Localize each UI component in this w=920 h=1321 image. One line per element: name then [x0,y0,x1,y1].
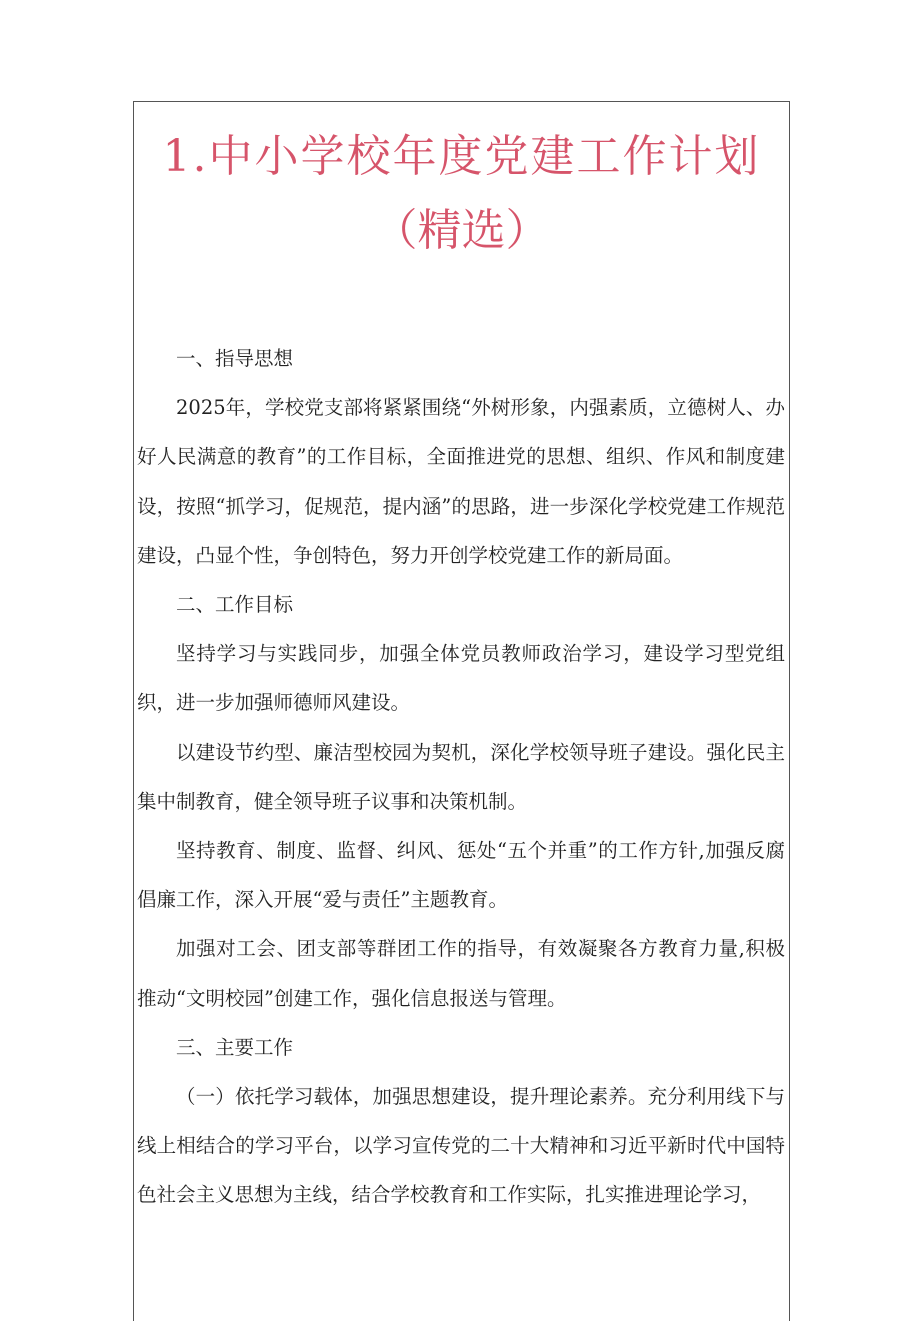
document-body [134,334,789,1220]
paragraph-goal-4: 加强对工会、团支部等群团工作的指导，有效凝聚各方教育力量,积极推动“文明校园”创建工作，强化信息报送与管理。 [137,937,785,1010]
section-heading-work-goals: 二、工作目标 [176,593,294,617]
paragraph-goal-2: 以建设节约型、廉洁型校园为契机，深化学校领导班子建设。强化民主集中制教育，健全领导班子议事和决策机制。 [137,740,785,813]
paragraph-goal-3: 坚持教育、制度、监督、纠风、惩处“五个并重”的工作方针,加强反腐倡廉工作，深入开展“爱与责任”主题教育。 [137,839,785,912]
paragraph-guiding-ideology: 2025年，学校党支部将紧紧围绕“外树形象，内强素质，立德树人、办好人民满意的教育”的工作目标，全面推进党的思想、组织、作风和制度建设，按照“抓学习，促规范，提内涵”的思路，进一步深化学校党建工作规范建设，凸显个性，争创特色，努力开创学校党建工作的新局面。 [137,396,785,567]
paragraph-main-work-1: （一）依托学习载体，加强思想建设，提升理论素养。充分利用线下与线上相结合的学习平台，以学习宣传党的二十大精神和习近平新时代中国特色社会主义思想为主线，结合学校教育和工作实际，扎实推进理论学习， [137,1085,785,1207]
section-heading-guiding-ideology: 一、指导思想 [176,347,294,370]
document-title-line-1: 1.中小学校年度党建工作计划 [162,131,761,182]
page-frame [133,101,790,1321]
document-title-line-2: （精选） [373,205,550,256]
paragraph-goal-1: 坚持学习与实践同步，加强全体党员教师政治学习，建设学习型党组织，进一步加强师德师风建设。 [137,642,785,715]
section-heading-main-work: 三、主要工作 [176,1035,294,1059]
